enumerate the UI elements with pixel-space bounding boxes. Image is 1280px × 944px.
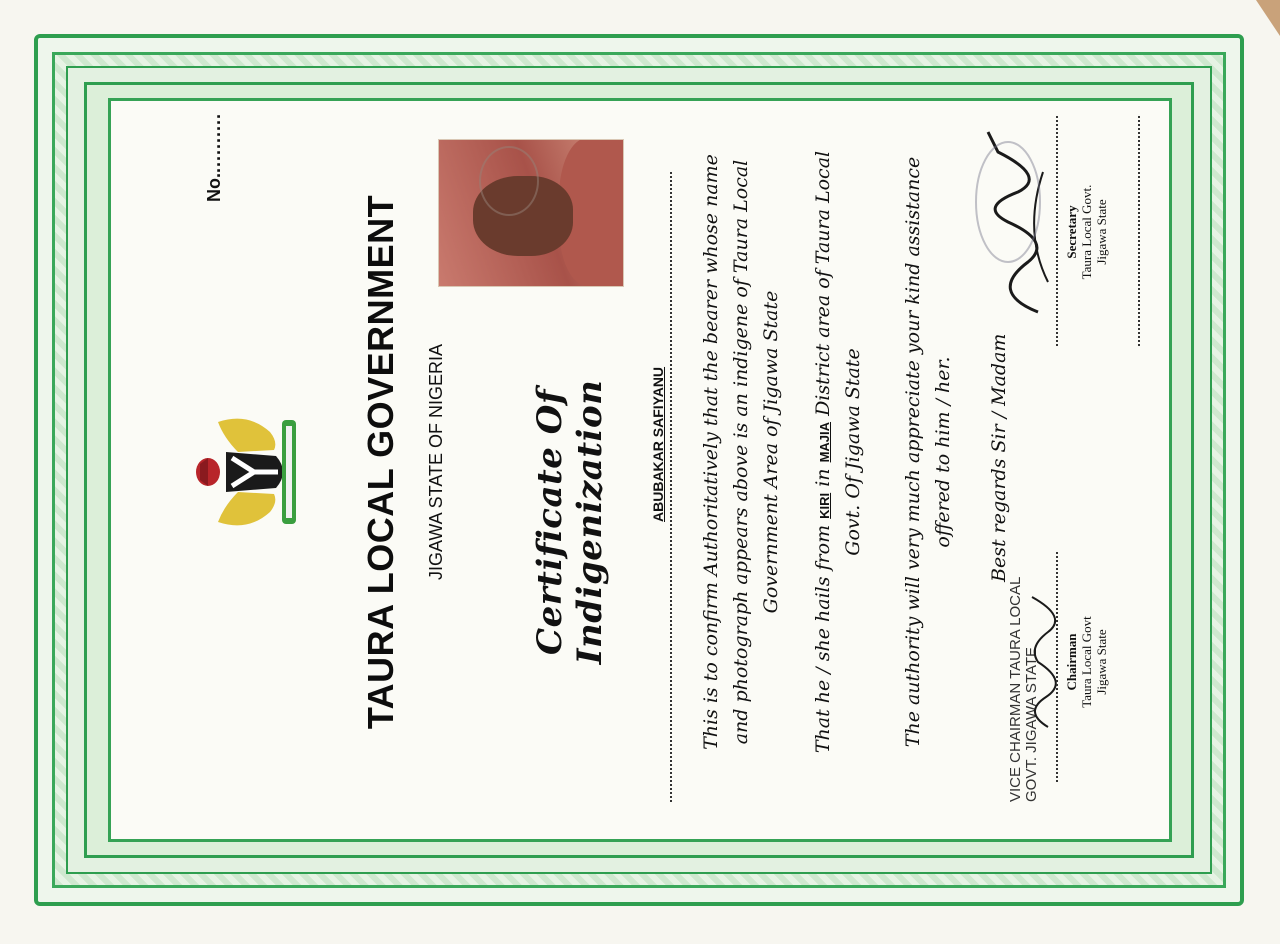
chairman-state: Jigawa State xyxy=(1094,629,1109,695)
chairman-signature-icon xyxy=(1018,592,1058,732)
number-value: .......... xyxy=(204,112,224,173)
photo-stamp xyxy=(479,146,539,216)
district-value: MAJIA xyxy=(817,421,832,463)
chairman-title: Chairman xyxy=(1064,633,1079,691)
secretary-bottom-line xyxy=(1138,116,1140,346)
secretary-org: Taura Local Govt. xyxy=(1079,184,1094,280)
regards-line: Best regards Sir / Madam xyxy=(988,333,1010,582)
origin-paragraph xyxy=(808,142,868,762)
origin-prefix: That he / she hails from xyxy=(812,524,834,754)
certificate-title: Certificate Of Indigenization xyxy=(530,379,610,665)
certificate-number xyxy=(204,113,225,202)
origin-suffix: District area of Taura Local Govt. Of Jigawa State xyxy=(812,150,864,556)
chairman-signature-line xyxy=(1056,552,1058,782)
confirmation-paragraph: This is to confirm Authoritatively that the bearer whose name and photograph appears above is an indigene of Taura Local Government Area of Jigawa State xyxy=(700,154,782,750)
rotated-content xyxy=(108,98,1172,842)
origin-mid: in xyxy=(812,468,834,487)
authority-title: TAURA LOCAL GOVERNMENT xyxy=(360,194,401,730)
chairman-block xyxy=(1064,562,1109,762)
assistance-paragraph: The authority will very much appreciate your kind assistance offered to him / her. xyxy=(902,156,954,748)
secretary-title: Secretary xyxy=(1064,205,1079,259)
state-subtitle: JIGAWA STATE OF NIGERIA xyxy=(426,343,446,581)
vice-chairman-stamp: VICE CHAIRMAN TAURA LOCAL GOVT. JIGAWA STATE xyxy=(1007,577,1040,802)
hail-from-value: KIRI xyxy=(817,492,832,519)
coat-of-arms-icon xyxy=(178,402,308,542)
secretary-signature-line xyxy=(1056,116,1058,346)
secretary-signature-icon xyxy=(968,122,1058,322)
bearer-name: ABUBAKAR SAFIYANU xyxy=(650,366,666,522)
secretary-state: Jigawa State xyxy=(1094,199,1109,265)
number-label: No. xyxy=(204,173,224,202)
chairman-org: Taura Local Govt xyxy=(1079,616,1094,708)
secretary-block xyxy=(1064,122,1109,342)
